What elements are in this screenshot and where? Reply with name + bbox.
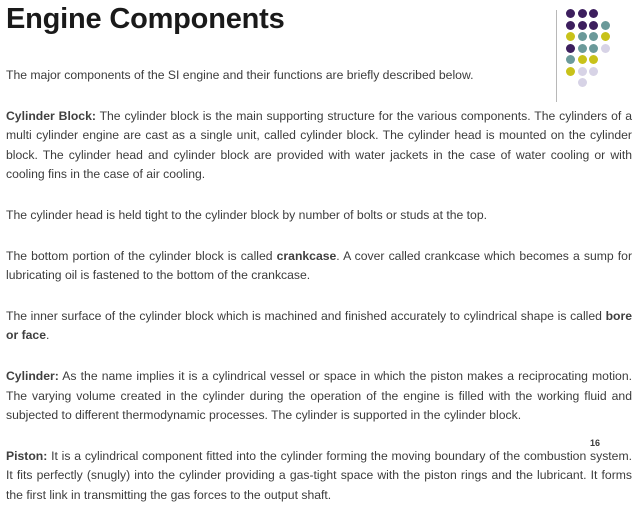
- decorative-dot: [578, 44, 587, 53]
- bore-term: bore or face: [6, 308, 632, 343]
- piston-text: It is a cylindrical component fitted into the cylinder forming the moving boundary of the combustion system. It fits perfectly (snugly) into the cylinder providing a gas-tight space with the piston rings and the lubricant. It forms the first link in transmitting the gas forces to the output shaft.: [6, 448, 632, 502]
- decorative-dot: [566, 9, 575, 18]
- crankcase-paragraph: [6, 247, 632, 286]
- cylinder-term: Cylinder:: [6, 368, 59, 383]
- page-number: 16: [590, 438, 601, 448]
- cylinder-head-paragraph: [6, 206, 632, 226]
- cylinder-head-text: The cylinder head is held tight to the cylinder block by number of bolts or studs at the top.: [6, 207, 487, 222]
- decorative-dot: [566, 21, 575, 30]
- crankcase-term: crankcase: [276, 248, 337, 263]
- decorative-dot: [589, 44, 598, 53]
- decorative-dot: [566, 55, 575, 64]
- decorative-dot: [589, 9, 598, 18]
- decorative-dot: [578, 21, 587, 30]
- piston-paragraph: [6, 447, 632, 506]
- intro-text: The major components of the SI engine and their functions are briefly described below.: [6, 68, 474, 82]
- crankcase-text-before: The bottom portion of the cylinder block is called: [6, 248, 277, 263]
- decorative-dot: [601, 21, 610, 30]
- decorative-dot: [566, 44, 575, 53]
- cylinder-block-term: Cylinder Block:: [6, 108, 96, 123]
- decorative-dot: [578, 9, 587, 18]
- slide-body: [6, 66, 632, 527]
- bore-text-after: .: [45, 328, 50, 343]
- crankcase-text-after: . A cover called crankcase which becomes a sump for lubricating oil is fastened to the bottom of the crankcase.: [6, 248, 632, 283]
- slide-title: Engine Components: [6, 3, 285, 35]
- decorative-dot: [589, 21, 598, 30]
- decorative-dot: [601, 32, 610, 41]
- decorative-dot: [589, 55, 598, 64]
- cylinder-paragraph: [6, 367, 632, 426]
- piston-term: Piston:: [6, 448, 48, 463]
- cylinder-text: As the name implies it is a cylindrical vessel or space in which the piston makes a reciprocating motion. The varying volume created in the cylinder during the operation of the engine is filled with the working fluid and subjected to different thermodynamic processes. The cylinder is supported in the cylinder block.: [6, 368, 632, 423]
- decorative-dot: [578, 32, 587, 41]
- cylinder-block-text: The cylinder block is the main supporting structure for the various components. The cylinders of a multi cylinder engine are cast as a single unit, called cylinder block. The cylinder head is mounted on the cylinder block. The cylinder head and cylinder block are provided with water jackets in the case of water cooling or with cooling fins in the case of air cooling.: [6, 108, 632, 182]
- decorative-dot: [589, 32, 598, 41]
- intro-paragraph: [6, 66, 632, 86]
- decorative-dot: [566, 32, 575, 41]
- decorative-dot: [578, 55, 587, 64]
- cylinder-block-paragraph: [6, 107, 632, 185]
- bore-text-before: The inner surface of the cylinder block which is machined and finished accurately to cylindrical shape is called: [6, 308, 606, 323]
- decorative-dot: [601, 44, 610, 53]
- bore-paragraph: [6, 307, 632, 346]
